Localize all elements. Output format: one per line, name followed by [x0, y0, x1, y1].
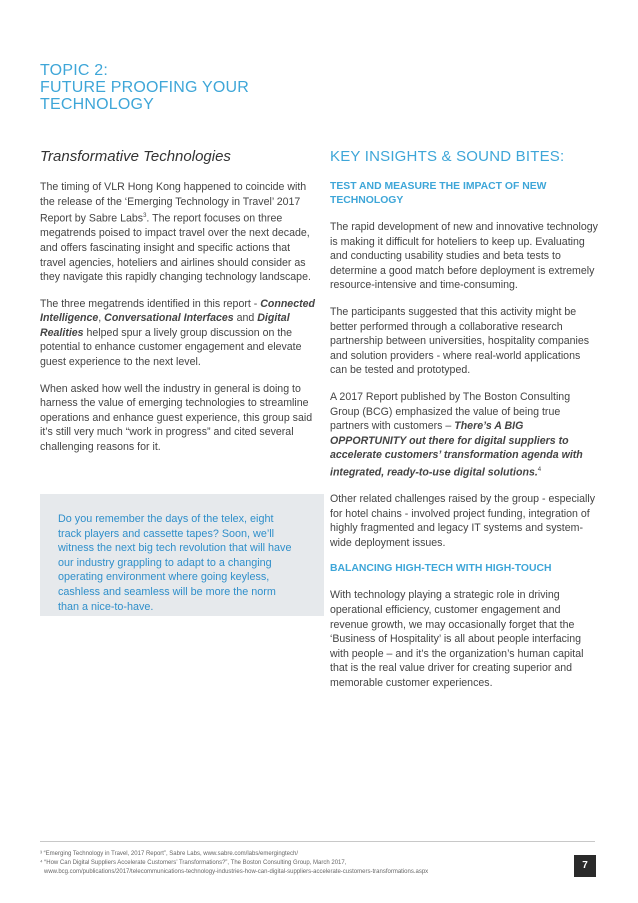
quote-box [40, 494, 324, 616]
topic-line-3: TECHNOLOGY [40, 96, 155, 113]
page-number: 7 [574, 855, 596, 877]
p1-end-text: . The report focuses on three megatrends poised to impact travel over the next decade, and offers fascinating insight and specific actions that travel agencies, hoteliers and airlines should consider as they navigate this rapidly changing technology landscape. [40, 212, 311, 284]
p1-text: The timing of VLR Hong Kong happened to coincide with the release of the ‘Emerging Technology in Travel’ 2017 Report by Sabre Labs [40, 181, 307, 225]
right-column [330, 148, 600, 703]
footnote-4-url[interactable]: www.bcg.com/publications/2017/telecommunications-technology-industries-how-can-digital-suppliers-accelerate-customers-transformations.aspx [44, 869, 429, 875]
quote-text: Do you remember the days of the telex, eight track players and cassette tapes? Soon, we’ll witness the next big tech revolution that will have our industry grappling to adapt to a changing operating environment where going keyless, cashless and seamless will be more the norm than a nice-to-have. [58, 513, 292, 613]
left-paragraph-1 [40, 180, 318, 285]
megatrend-digital-realities: Digital Realities [40, 312, 290, 339]
footnote-3: ³ “Emerging Technology in Travel, 2017 Report”, Sabre Labs, www.sabre.com/labs/emergingtech/ [40, 851, 299, 857]
megatrend-connected-intelligence: Connected Intelligence [40, 297, 315, 325]
right-paragraph-1: The rapid development of new and innovative technology is making it difficult for hoteliers to keep up. Evaluating and conducting usability studies and beta tests to determine a good match before deployment is extremely resource-intensive and time-consuming. [330, 221, 598, 292]
right-paragraph-4: Other related challenges raised by the group - especially for hotel chains - involved project funding, integration of highly fragmented and legacy IT systems and system-wide deployment issues. [330, 493, 595, 549]
left-column [40, 148, 318, 467]
topic-line-1: TOPIC 2: [40, 62, 108, 79]
right-paragraph-2: The participants suggested that this activity might be better performed through a collaborative research partnership between universities, hospitality companies and solution providers - where real-world applications can be tested and prototyped. [330, 305, 590, 377]
right-paragraph-5: With technology playing a strategic role in driving operational efficiency, customer engagement and revenue growth, we may occasionally forget that the ‘Business of Hospitality’ is all about people interfacing with people – and it’s the organization’s human capital that is the real value driver for creating superior and memorable customer experiences. [330, 589, 584, 689]
section-heading-test-measure: TEST AND MEASURE THE IMPACT OF NEW TECHNOLOGY [330, 181, 547, 206]
footnote-ref-4: 4 [537, 466, 542, 473]
p2-text-a: The three megatrends identified in this report - [40, 297, 261, 310]
p2-text-d: and [233, 312, 258, 325]
footnote-4: ⁴ “How Can Digital Suppliers Accelerate Customers’ Transformations?”, The Boston Consulting Group, March 2017, [40, 860, 347, 866]
section-heading-high-tech: BALANCING HIGH-TECH WITH HIGH-TOUCH [330, 563, 552, 575]
bcg-quote: There’s A BIG OPPORTUNITY out there for digital suppliers to accelerate customers’ transformation agenda with integrated, ready-to-use digital solutions. [330, 420, 583, 479]
r3-text-a: A 2017 Report published by The Boston Consulting Group (BCG) emphasized the value of being true partners with customers – [330, 390, 571, 433]
key-insights-heading: KEY INSIGHTS & SOUND BITES: [330, 148, 565, 165]
megatrend-conversational-interfaces: Conversational Interfaces [104, 312, 234, 325]
left-paragraph-3: When asked how well the industry in general is doing to harness the value of emerging technologies to streamline operations and enhance guest experience, this group said it’s still very much “work in progress” and cited several challenging reasons for it. [40, 382, 313, 454]
right-paragraph-3 [330, 390, 600, 480]
left-heading: Transformative Technologies [40, 148, 231, 165]
footnote-ref-3: 3 [143, 213, 147, 220]
footer-divider [40, 841, 595, 842]
p2-text-e: helped spur a lively group discussion on the potential to enhance customer engagement and elevate guest experience to the next level. [40, 326, 302, 369]
topic-line-2: FUTURE PROOFING YOUR [40, 79, 250, 96]
p2-text-c: , [98, 312, 105, 325]
footnotes [40, 850, 560, 877]
topic-title [40, 62, 340, 113]
left-paragraph-2 [40, 297, 318, 370]
